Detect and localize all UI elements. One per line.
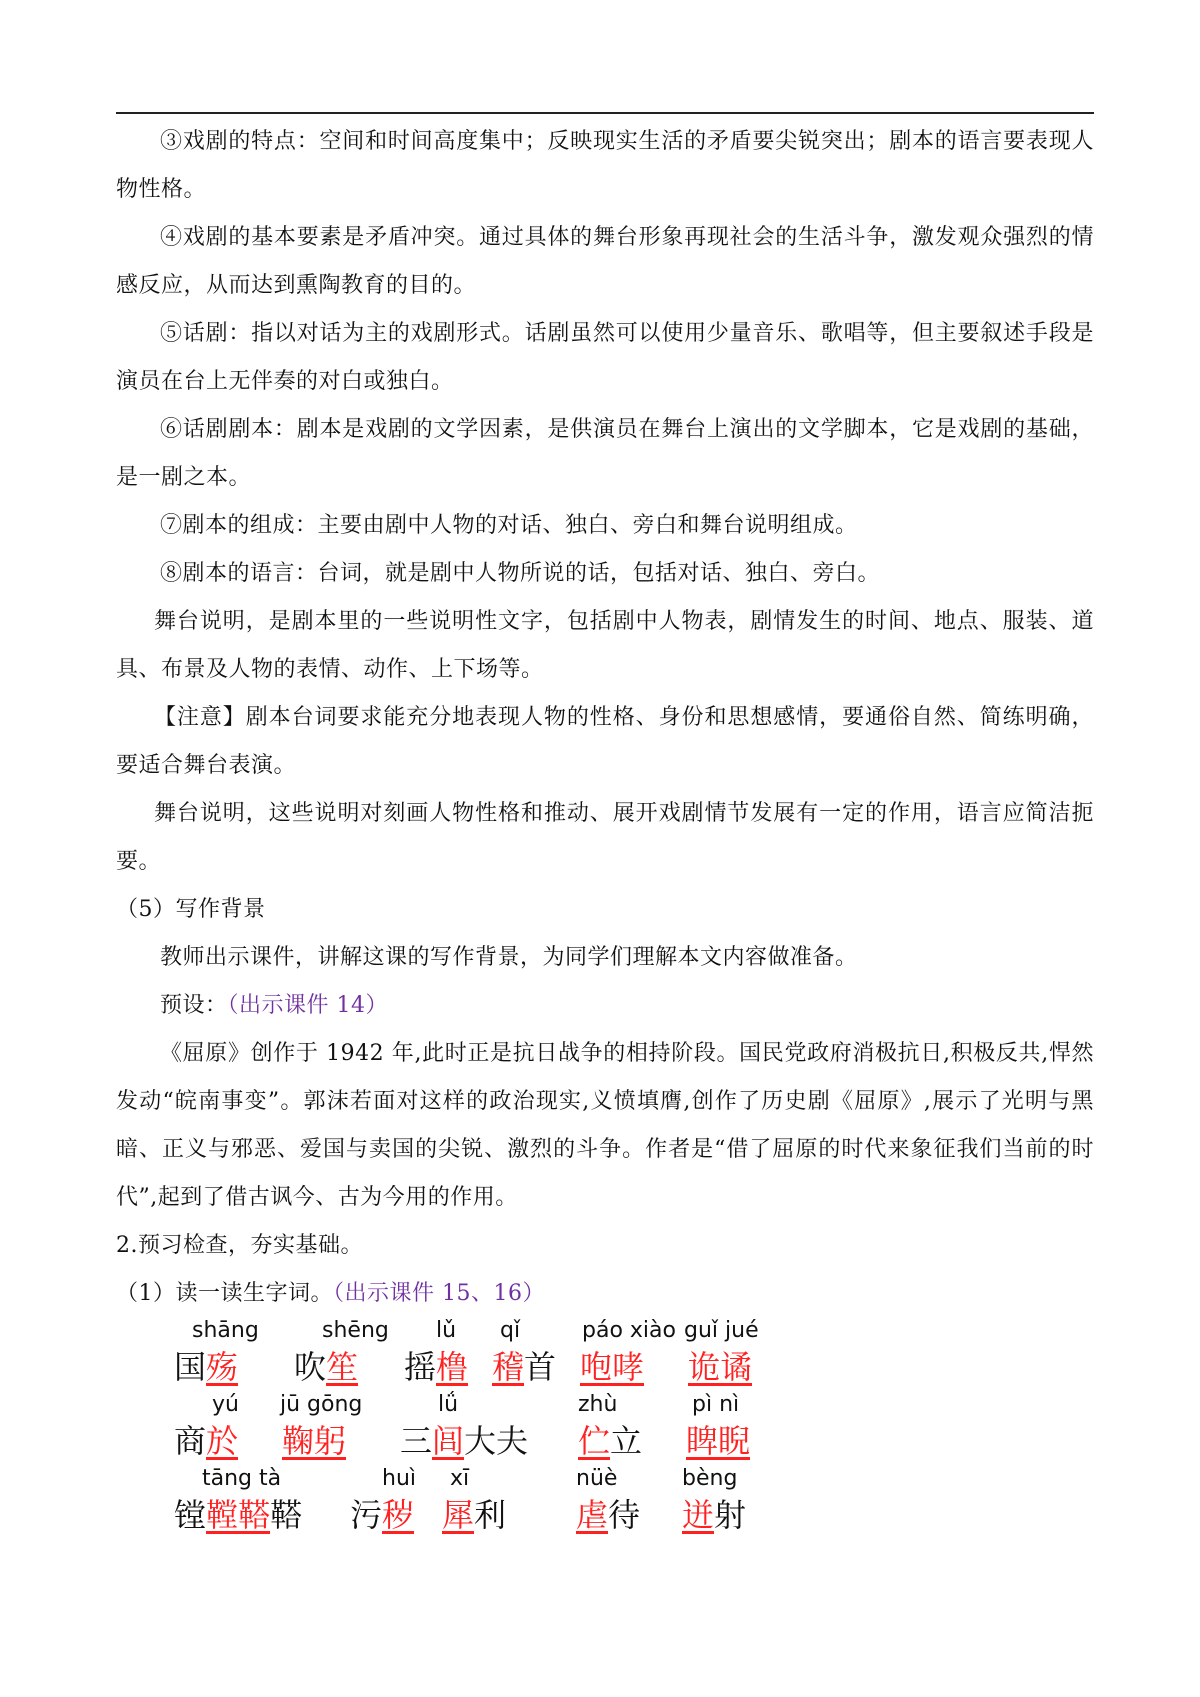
- paragraph-stage-directions-role: 舞台说明，这些说明对刻画人物性格和推动、展开戏剧情节发展有一定的作用，语言应简洁扼要。: [116, 801, 1094, 874]
- hanzi: [400, 1422, 528, 1460]
- hanzi: [350, 1496, 414, 1534]
- hanzi-target: 咆哮: [580, 1348, 645, 1386]
- pinyin: huì: [382, 1466, 416, 1491]
- hanzi: [174, 1496, 302, 1534]
- hanzi-plain: 三: [400, 1422, 433, 1460]
- hanzi-target: 鞠躬: [282, 1422, 347, 1460]
- pinyin: guǐ jué: [684, 1318, 759, 1343]
- hanzi-plain: 国: [174, 1348, 207, 1386]
- hanzi: [688, 1348, 752, 1386]
- vocab-row-3: [174, 1466, 814, 1540]
- pinyin: nüè: [576, 1466, 618, 1491]
- pinyin: tāng tà: [202, 1466, 282, 1491]
- hanzi-target: 诡谲: [688, 1348, 753, 1386]
- hanzi-target: 闾: [432, 1422, 465, 1460]
- vocab-task-label: （1）读一读生字词。: [116, 1281, 333, 1306]
- hanzi: [580, 1348, 644, 1386]
- paragraph-script-composition: ⑦剧本的组成：主要由剧中人物的对话、独白、旁白和舞台说明组成。: [160, 513, 858, 538]
- hanzi: [442, 1496, 506, 1534]
- paragraph-spoken-drama: ⑤话剧：指以对话为主的戏剧形式。话剧虽然可以使用少量音乐、歌唱等，但主要叙述手段是演员在台上无伴奏的对白或独白。: [116, 321, 1094, 394]
- hanzi-plain: 立: [610, 1422, 643, 1460]
- section-5-heading: （5）写作背景: [116, 897, 266, 922]
- hanzi: [492, 1348, 556, 1386]
- hanzi: [576, 1496, 640, 1534]
- pinyin: shāng: [192, 1318, 259, 1343]
- section-2-heading: 2.预习检查，夯实基础。: [116, 1233, 363, 1258]
- hanzi: [174, 1422, 238, 1460]
- vocabulary-block: [174, 1318, 814, 1540]
- hanzi-target: 鞺鞳: [206, 1496, 271, 1534]
- hanzi-plain: 利: [474, 1496, 507, 1534]
- vocab-row-2: [174, 1392, 814, 1466]
- paragraph-script: ⑥话剧剧本：剧本是戏剧的文学因素，是供演员在舞台上演出的文学脚本，它是戏剧的基础，是一剧之本。: [116, 417, 1094, 490]
- paragraph-drama-features: ③戏剧的特点：空间和时间高度集中；反映现实生活的矛盾要尖锐突出；剧本的语言要表现人物性格。: [116, 129, 1094, 202]
- paragraph-writing-background: 《屈原》创作于 1942 年,此时正是抗日战争的相持阶段。国民党政府消极抗日,积极反共,悍然发动“皖南事变”。郭沫若面对这样的政治现实,义愤填膺,创作了历史剧《屈原》,展示了光明与黑暗、正义与邪恶、爱国与卖国的尖锐、激烈的斗争。作者是“借了屈原的时代来象征我们当前的时代”,起到了借古讽今、古为今用的作用。: [116, 1041, 1094, 1210]
- hanzi-plain: 商: [174, 1422, 207, 1460]
- hanzi-plain: 射: [714, 1496, 747, 1534]
- hanzi: [174, 1348, 238, 1386]
- preset-slide-ref: （出示课件 14）: [227, 993, 389, 1018]
- hanzi-plain: 鞳: [270, 1496, 303, 1534]
- pinyin: jū gōng: [280, 1392, 363, 1417]
- hanzi-plain: 镗: [174, 1496, 207, 1534]
- pinyin: lǔ: [436, 1318, 457, 1343]
- hanzi-target: 睥睨: [686, 1422, 751, 1460]
- hanzi: [294, 1348, 358, 1386]
- hanzi: [404, 1348, 468, 1386]
- preset-label: 预设：: [160, 993, 228, 1018]
- header-rule: [116, 112, 1094, 114]
- hanzi: [282, 1422, 346, 1460]
- pinyin: pì nì: [692, 1392, 740, 1417]
- hanzi-plain: 首: [524, 1348, 557, 1386]
- hanzi-target: 稽: [492, 1348, 525, 1386]
- pinyin: páo xiào: [582, 1318, 676, 1343]
- hanzi-target: 虐: [576, 1496, 609, 1534]
- vocab-row-1: [174, 1318, 814, 1392]
- pinyin: shēng: [322, 1318, 389, 1343]
- hanzi-target: 於: [206, 1422, 239, 1460]
- section-5-intro: 教师出示课件，讲解这课的写作背景，为同学们理解本文内容做准备。: [160, 945, 858, 970]
- hanzi-target: 殇: [206, 1348, 239, 1386]
- hanzi-plain: 摇: [404, 1348, 437, 1386]
- hanzi-target: 橹: [436, 1348, 469, 1386]
- hanzi-plain: 吹: [294, 1348, 327, 1386]
- paragraph-script-language: ⑧剧本的语言：台词，就是剧中人物所说的话，包括对话、独白、旁白。: [160, 561, 881, 586]
- hanzi: [578, 1422, 642, 1460]
- pinyin: zhù: [578, 1392, 618, 1417]
- pinyin: lǘ: [438, 1392, 459, 1417]
- document-body: [116, 118, 1094, 1318]
- paragraph-drama-elements: ④戏剧的基本要素是矛盾冲突。通过具体的舞台形象再现社会的生活斗争，激发观众强烈的情感反应，从而达到熏陶教育的目的。: [116, 225, 1094, 298]
- vocab-slide-ref: （出示课件 15、16）: [333, 1281, 545, 1306]
- hanzi-plain: 污: [350, 1496, 383, 1534]
- pinyin: yú: [212, 1392, 239, 1417]
- hanzi-plain: 大夫: [464, 1422, 529, 1460]
- section-2-sub: [116, 1270, 1094, 1318]
- hanzi: [686, 1422, 750, 1460]
- hanzi-target: 伫: [578, 1422, 611, 1460]
- pinyin: xī: [450, 1466, 470, 1491]
- paragraph-note: 【注意】剧本台词要求能充分地表现人物的性格、身份和思想感情，要通俗自然、简练明确，要适合舞台表演。: [116, 705, 1094, 778]
- section-5-preset: [116, 982, 1094, 1030]
- paragraph-stage-directions: 舞台说明，是剧本里的一些说明性文字，包括剧中人物表，剧情发生的时间、地点、服装、道具、布景及人物的表情、动作、上下场等。: [116, 609, 1094, 682]
- hanzi-target: 笙: [326, 1348, 359, 1386]
- pinyin: qǐ: [500, 1318, 521, 1343]
- hanzi: [682, 1496, 746, 1534]
- hanzi-plain: 待: [608, 1496, 641, 1534]
- hanzi-target: 迸: [682, 1496, 715, 1534]
- pinyin: bèng: [682, 1466, 738, 1491]
- hanzi-target: 犀: [442, 1496, 475, 1534]
- hanzi-target: 秽: [382, 1496, 415, 1534]
